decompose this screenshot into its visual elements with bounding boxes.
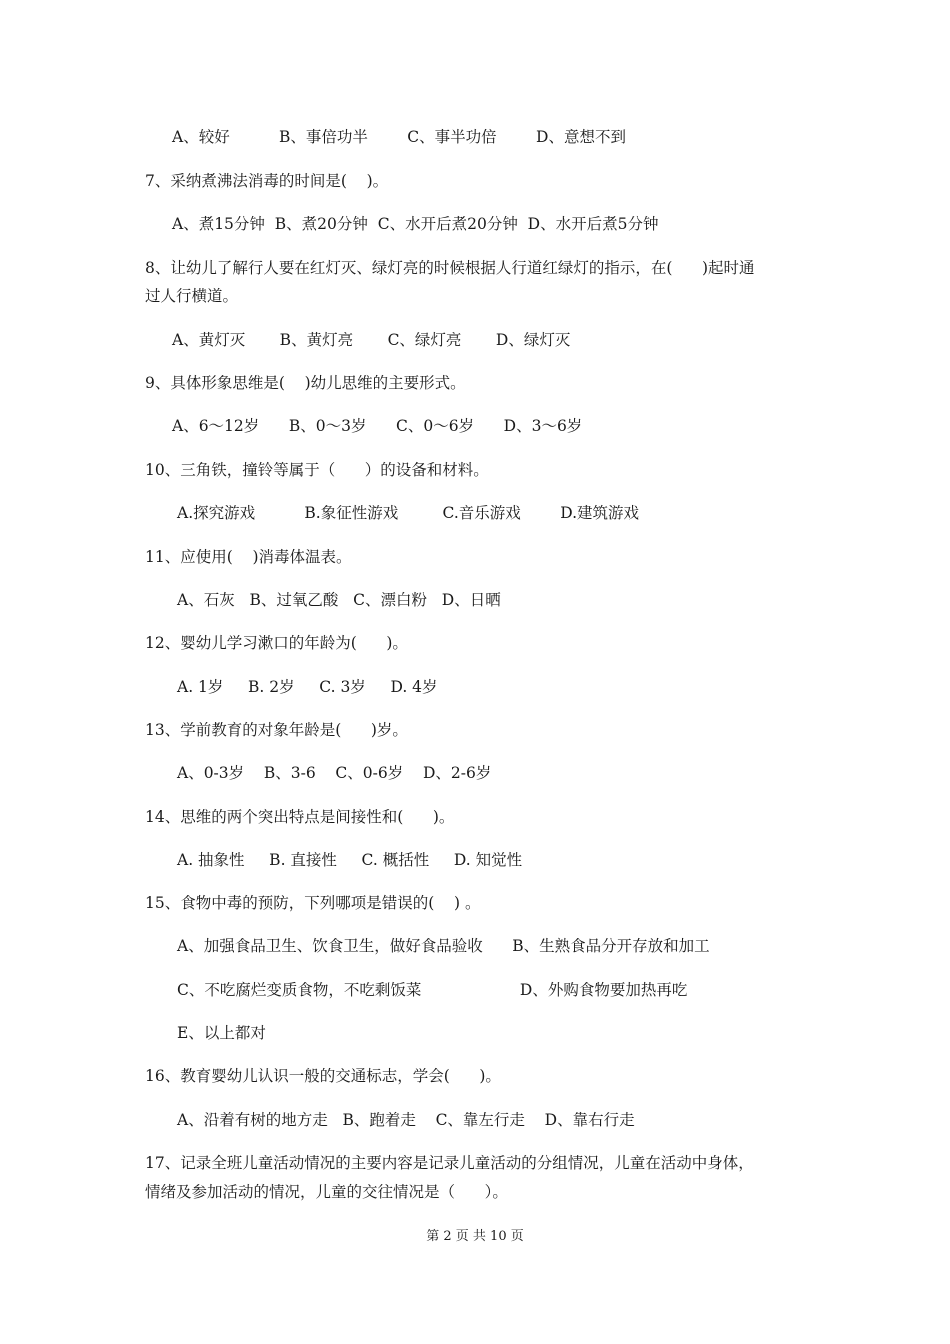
page-footer: 第 2 页 共 10 页 <box>426 1229 524 1244</box>
q16-options: A、沿着有树的地方走 B、跑着走 C、靠左行走 D、靠右行走 <box>177 1111 635 1129</box>
q16-question: 16、教育婴幼儿认识一般的交通标志，学会( )。 <box>145 1067 501 1085</box>
q7-question: 7、采纳煮沸法消毒的时间是( )。 <box>145 172 389 190</box>
q8-options: A、黄灯灭 B、黄灯亮 C、绿灯亮 D、绿灯灭 <box>172 331 571 349</box>
q10-question: 10、三角铁，撞铃等属于（ ）的设备和材料。 <box>145 461 489 479</box>
q15-question: 15、食物中毒的预防，下列哪项是错误的( ) 。 <box>145 894 481 912</box>
q15-options-row1: A、加强食品卫生、饮食卫生，做好食品验收 B、生熟食品分开存放和加工 <box>177 937 710 955</box>
q6-options: A、较好 B、事倍功半 C、事半功倍 D、意想不到 <box>172 128 626 146</box>
q11-options: A、石灰 B、过氧乙酸 C、漂白粉 D、日晒 <box>177 591 501 609</box>
q11-question: 11、应使用( )消毒体温表。 <box>145 548 352 566</box>
q12-options: A. 1岁 B. 2岁 C. 3岁 D. 4岁 <box>177 678 438 696</box>
q15-options-row2: C、不吃腐烂变质食物，不吃剩饭菜 D、外购食物要加热再吃 <box>177 981 688 999</box>
q17-question-cont: 情绪及参加活动的情况，儿童的交往情况是（ ）。 <box>145 1183 508 1201</box>
q9-options: A、6～12岁 B、0～3岁 C、0～6岁 D、3～6岁 <box>172 417 583 435</box>
q17-question: 17、记录全班儿童活动情况的主要内容是记录儿童活动的分组情况，儿童在活动中身体， <box>145 1154 754 1172</box>
q8-question-cont: 过人行横道。 <box>145 287 239 305</box>
q13-question: 13、学前教育的对象年龄是( )岁。 <box>145 721 408 739</box>
q7-options: A、煮15分钟 B、煮20分钟 C、水开后煮20分钟 D、水开后煮5分钟 <box>172 215 659 233</box>
q14-question: 14、思维的两个突出特点是间接性和( )。 <box>145 808 455 826</box>
q8-question: 8、让幼儿了解行人要在红灯灭、绿灯亮的时候根据人行道红绿灯的指示，在( )起时通 <box>145 259 755 277</box>
q12-question: 12、婴幼儿学习漱口的年龄为( )。 <box>145 634 408 652</box>
q9-question: 9、具体形象思维是( )幼儿思维的主要形式。 <box>145 374 466 392</box>
q15-options-row3: E、以上都对 <box>177 1024 266 1042</box>
q13-options: A、0-3岁 B、3-6 C、0-6岁 D、2-6岁 <box>177 764 492 782</box>
q10-options: A.探究游戏 B.象征性游戏 C.音乐游戏 D.建筑游戏 <box>177 504 640 522</box>
q14-options: A. 抽象性 B. 直接性 C. 概括性 D. 知觉性 <box>177 851 523 869</box>
